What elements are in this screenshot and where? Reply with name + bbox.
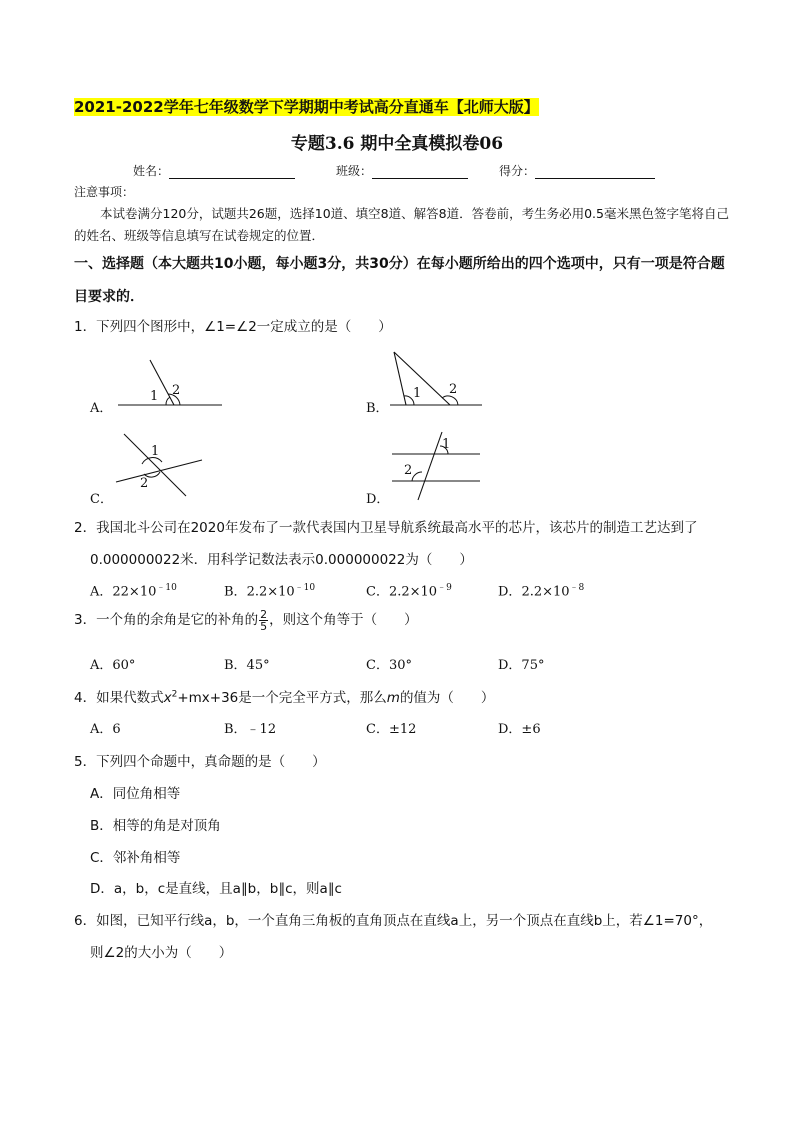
q2-d-label: D．	[498, 584, 522, 600]
q1b-angle-1: 1	[413, 386, 422, 401]
q2-b-label: B．	[224, 584, 247, 600]
banner-text: 学年七年级数学下学期期中考试高分直通车【北师大版】	[163, 98, 539, 116]
question-1-stem: 1．下列四个图形中，∠1=∠2一定成立的是（ ）	[74, 319, 392, 335]
class-blank[interactable]	[372, 165, 468, 179]
score-blank[interactable]	[535, 165, 655, 179]
notice-body: 本试卷满分120分，试题共26题，选择10道、填空8道、解答8道．答卷前，考生务必用0.5毫米黑色签字笔将自己的姓名、班级等信息填写在试卷规定的位置．	[74, 206, 729, 243]
q3-stem-post: ，则这个角等于（ ）	[269, 612, 418, 628]
q5-option-d[interactable]: D．a，b，c是直线，且a∥b，b∥c，则a∥c	[90, 881, 342, 897]
q3-frac-num: 2	[260, 607, 268, 621]
q2-a-base: 22×10	[112, 584, 157, 600]
q5-option-b[interactable]: B．相等的角是对顶角	[90, 818, 221, 834]
q4-option-d[interactable]: D．±6	[498, 722, 541, 737]
q4-option-c[interactable]: C．±12	[366, 722, 417, 737]
q1a-angle-2: 2	[172, 383, 181, 398]
q2-b-base: 2.2×10	[246, 584, 295, 600]
q2-c-base: 2.2×10	[388, 584, 438, 600]
class-label: 班级：	[336, 164, 373, 178]
q3-fraction	[259, 609, 268, 632]
q3-frac-den: 5	[260, 619, 268, 633]
q1-figure-d	[386, 428, 486, 502]
question-6-stem-line2: 则∠2的大小为（ ）	[90, 945, 233, 961]
q1c-angle-2: 2	[140, 476, 149, 491]
q1d-angle-2: 2	[404, 463, 413, 478]
question-2-stem-line2: 0.000000022米．用科学记数法表示0.000000022为（ ）	[90, 552, 473, 568]
q2-c-exp: ﹣9	[437, 583, 452, 593]
section-heading: 一、选择题（本大题共10小题，每小题3分，共30分）在每小题所给出的四个选项中，只有一项是符合题目要求的．	[74, 256, 725, 305]
q4-exp: 2	[171, 689, 178, 700]
q1-option-c-label[interactable]: C．	[90, 492, 113, 507]
q3-option-a[interactable]: A．60°	[90, 658, 136, 673]
question-5-stem: 5．下列四个命题中，真命题的是（ ）	[74, 754, 326, 770]
q1-figure-a	[110, 352, 230, 412]
q3-option-c[interactable]: C．30°	[366, 658, 412, 673]
q1-option-b-label[interactable]: B．	[366, 401, 389, 416]
q2-b-exp: ﹣10	[294, 583, 316, 593]
q2-a-label: A．	[90, 584, 113, 600]
q2-option-a[interactable]	[90, 580, 177, 599]
q2-d-base: 2.2×10	[521, 584, 570, 600]
q3-stem-pre: 3．一个角的余角是它的补角的	[74, 612, 259, 628]
exam-banner	[74, 96, 539, 117]
name-field[interactable]	[133, 162, 295, 179]
question-2-stem-line1: 2．我国北斗公司在2020年发布了一款代表国内卫星导航系统最高水平的芯片，该芯片的制造工艺达到了	[74, 520, 698, 536]
q4-expr-rest: +mx+36	[177, 690, 239, 706]
score-field[interactable]	[499, 162, 655, 179]
q3-option-b[interactable]: B．45°	[224, 658, 270, 673]
q2-a-exp: ﹣10	[156, 583, 177, 593]
score-label: 得分：	[499, 164, 536, 178]
banner-year: 2021-2022	[74, 98, 164, 116]
question-3-stem	[74, 608, 418, 632]
q4-stem-mid: 是一个完全平方式，那么	[238, 690, 387, 706]
q2-option-c[interactable]	[366, 580, 452, 599]
q1-figure-b	[386, 348, 486, 412]
q4-option-b[interactable]: B．﹣12	[224, 722, 277, 737]
q1b-angle-2: 2	[449, 382, 458, 397]
q1a-angle-1: 1	[150, 389, 159, 404]
q1-option-d-label[interactable]: D．	[366, 492, 390, 507]
name-blank[interactable]	[169, 165, 295, 179]
q4-option-a[interactable]: A．6	[90, 722, 121, 737]
q1d-angle-1: 1	[442, 437, 451, 452]
q2-option-b[interactable]	[224, 580, 315, 599]
q1-figure-c	[110, 428, 210, 502]
q2-d-exp: ﹣8	[569, 583, 585, 593]
q5-option-a[interactable]: A．同位角相等	[90, 786, 181, 802]
question-6-stem-line1: 6．如图，已知平行线a，b，一个直角三角板的直角顶点在直线a上，另一个顶点在直线b上，若∠1=70°，	[74, 913, 713, 929]
q5-option-c[interactable]: C．邻补角相等	[90, 850, 181, 866]
class-field[interactable]	[336, 162, 468, 179]
page-title: 专题3.6 期中全真模拟卷06	[290, 134, 504, 154]
q1c-angle-1: 1	[151, 444, 160, 459]
q2-c-label: C．	[366, 584, 389, 600]
q2-option-d[interactable]	[498, 580, 584, 599]
question-4-stem	[74, 686, 494, 706]
q1-option-a-label[interactable]: A．	[90, 401, 113, 416]
notice-label: 注意事项：	[74, 185, 135, 199]
q3-option-d[interactable]: D．75°	[498, 658, 545, 673]
name-label: 姓名：	[133, 164, 170, 178]
q4-var-m: m	[386, 690, 400, 706]
q4-stem-pre: 4．如果代数式	[74, 690, 164, 706]
q4-var-x: x	[163, 690, 172, 706]
q4-stem-post: 的值为（ ）	[399, 690, 495, 706]
